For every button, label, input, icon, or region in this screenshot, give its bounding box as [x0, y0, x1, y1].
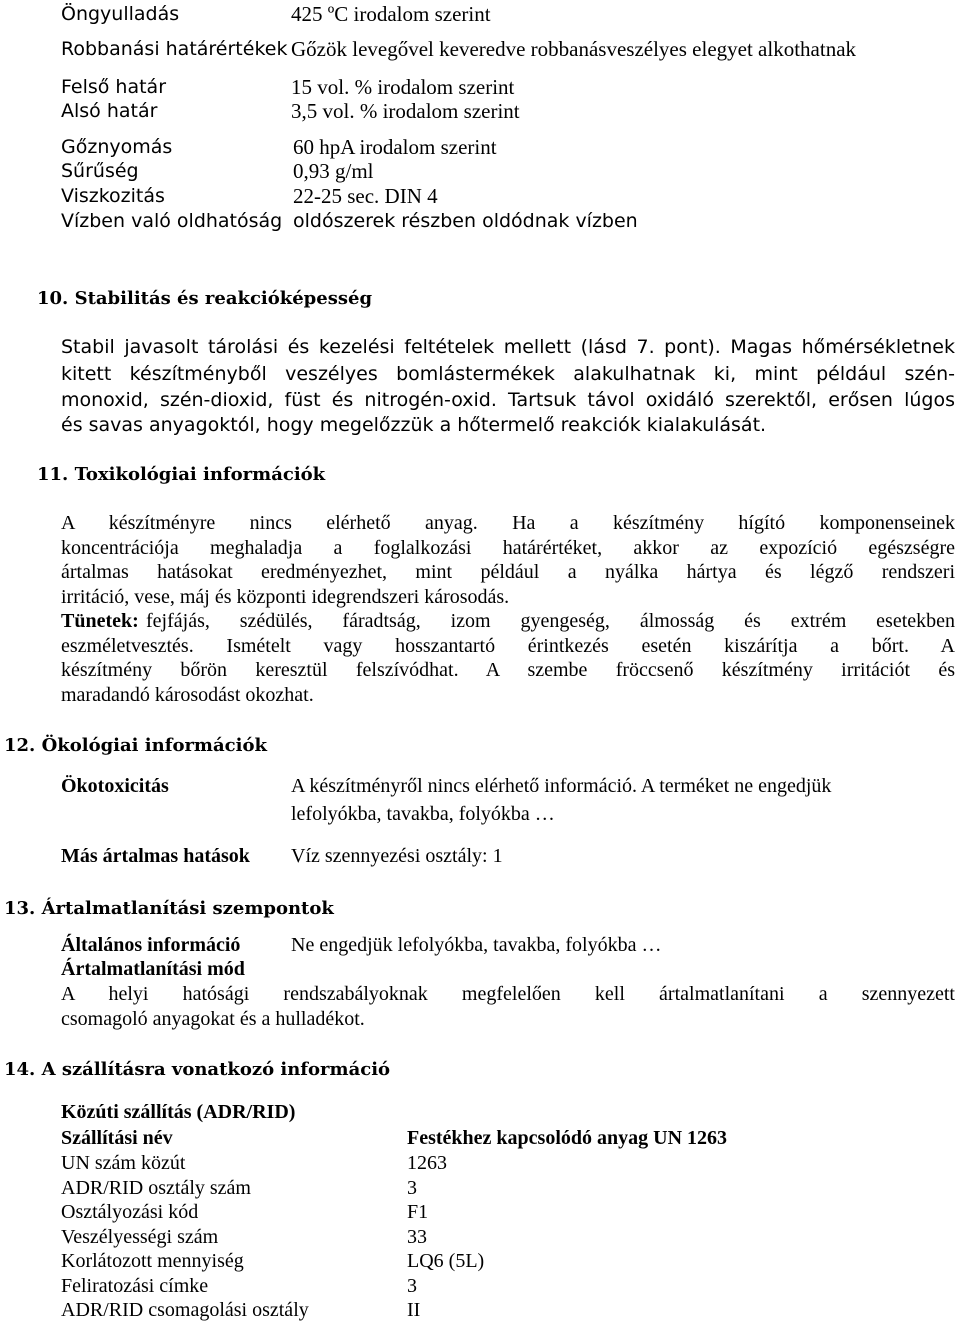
section-11-heading: 11. Toxikológiai információk — [37, 464, 326, 485]
symptoms-label: Tünetek: — [61, 610, 139, 632]
transport-row-label: Feliratozási címke — [61, 1275, 209, 1297]
transport-row-value: II — [407, 1299, 421, 1321]
solubility-value: oldószerek részben oldódnak vízben — [293, 210, 638, 232]
ignition-value: 425 ºC irodalom szerint — [291, 2, 491, 26]
lower-limit-value: 3,5 vol. % irodalom szerint — [291, 99, 520, 123]
transport-row-label: Osztályozási kód — [61, 1201, 199, 1223]
symptoms-line: fejfájás, szédülés, fáradtság, izom gyengeség, álmosság és extrém esetekben — [146, 610, 955, 632]
section-10-line: Stabil javasolt tárolási és kezelési feltételek mellett (lásd 7. pont). Magas hőmérsékletnek — [61, 336, 955, 358]
general-info-value: Ne engedjük lefolyókba, tavakba, folyókba … — [291, 934, 662, 956]
transport-row-value: 33 — [407, 1226, 427, 1248]
disposal-method-line: csomagoló anyagokat és a hulladékot. — [61, 1008, 365, 1030]
general-info-label: Általános információ — [61, 934, 241, 956]
vapor-pressure-value: 60 hpA irodalom szerint — [293, 135, 497, 159]
ecotoxicity-line: lefolyókba, tavakba, folyókba … — [291, 803, 555, 825]
transport-row-label: Szállítási név — [61, 1127, 173, 1149]
symptoms-line: eszméletvesztés. Ismételt vagy hosszantartó érintkezés esetén kiszárítja a bőrt. A — [61, 635, 955, 657]
transport-row-value: Festékhez kapcsolódó anyag UN 1263 — [407, 1127, 728, 1149]
transport-row-label: ADR/RID osztály szám — [61, 1177, 251, 1199]
section-11-line: A készítményre nincs elérhető anyag. Ha a készítmény hígító komponenseinek — [61, 512, 955, 534]
upper-limit-value: 15 vol. % irodalom szerint — [291, 75, 515, 99]
transport-row-value: LQ6 (5L) — [407, 1250, 485, 1272]
road-transport-heading: Közúti szállítás (ADR/RID) — [61, 1101, 296, 1123]
section-11-line: irritáció, vese, máj és központi idegrendszeri károsodás. — [61, 586, 510, 608]
ecotoxicity-line: A készítményről nincs elérhető információ. A terméket ne engedjük — [291, 775, 832, 797]
transport-row-label: ADR/RID csomagolási osztály — [61, 1299, 309, 1321]
section-14-heading: 14. A szállításra vonatkozó információ — [4, 1059, 391, 1080]
vapor-pressure-label: Gőznyomás — [61, 136, 173, 158]
section-10-heading: 10. Stabilitás és reakcióképesség — [37, 288, 373, 309]
transport-row-label: Veszélyességi szám — [61, 1226, 219, 1248]
solubility-label: Vízben való oldhatóság — [61, 210, 283, 232]
disposal-method-line: A helyi hatósági rendszabályoknak megfelelően kell ártalmatlanítani a szennyezett — [61, 983, 955, 1005]
section-12-heading: 12. Ökológiai információk — [4, 735, 267, 756]
transport-row-value: 3 — [407, 1177, 417, 1199]
lower-limit-label: Alsó határ — [61, 100, 158, 122]
section-10-line: monoxid, szén-dioxid, füst és nitrogén-oxid. Tartsuk távol oxidáló szerektől, erősen lúgos — [61, 389, 955, 411]
explosion-value: Gőzök levegővel keveredve robbanásveszélyes elegyet alkothatnak — [291, 37, 857, 61]
viscosity-value: 22-25 sec. DIN 4 — [293, 184, 438, 208]
symptoms-line: maradandó károsodást okozhat. — [61, 684, 314, 706]
transport-row-value: 3 — [407, 1275, 417, 1297]
transport-row-label: UN szám közút — [61, 1152, 186, 1174]
density-label: Sűrűség — [61, 160, 139, 182]
other-effects-value: Víz szennyezési osztály: 1 — [291, 845, 503, 867]
section-13-heading: 13. Ártalmatlanítási szempontok — [4, 898, 334, 919]
ignition-label: Öngyulladás — [61, 3, 180, 25]
section-11-line: koncentrációja meghaladja a foglalkozási határértéket, akkor az expozíció egészségre — [61, 537, 955, 559]
other-effects-label: Más ártalmas hatások — [61, 845, 250, 867]
upper-limit-label: Felső határ — [61, 76, 167, 98]
explosion-label: Robbanási határértékek — [61, 38, 288, 60]
section-10-line: és savas anyagoktól, hogy megelőzzük a hőtermelő reakciók kialakulását. — [61, 414, 767, 436]
section-11-line: ártalmas hatásokat eredményezhet, mint például a nyálka hártya és légző rendszeri — [61, 561, 955, 583]
transport-row-value: 1263 — [407, 1152, 447, 1174]
disposal-method-label: Ártalmatlanítási mód — [61, 958, 245, 980]
transport-row-label: Korlátozott mennyiség — [61, 1250, 244, 1272]
ecotoxicity-label: Ökotoxicitás — [61, 775, 169, 797]
density-value: 0,93 g/ml — [293, 159, 374, 183]
symptoms-line: készítmény bőrön keresztül felszívódhat. A szembe fröccsenő készítmény irritációt és — [61, 659, 955, 681]
viscosity-label: Viszkozitás — [61, 185, 165, 207]
transport-row-value: F1 — [407, 1201, 429, 1223]
section-10-line: kitett készítményből veszélyes bomlástermékek alakulhatnak ki, mint például szén- — [61, 363, 955, 385]
